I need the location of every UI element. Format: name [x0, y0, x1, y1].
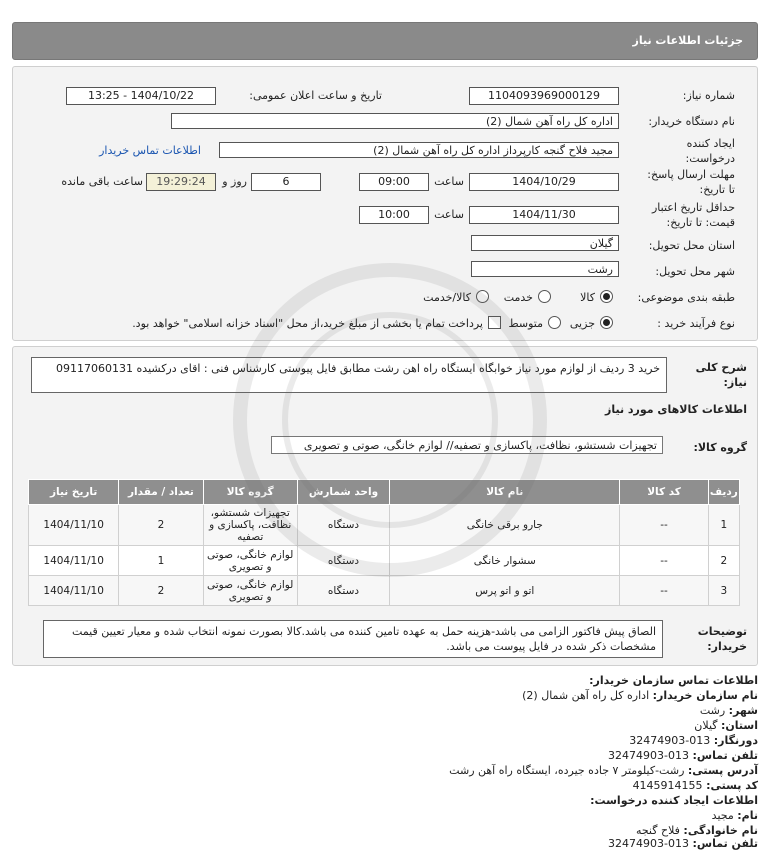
buyer-address-label: آدرس پستی: [687, 764, 758, 777]
buyer-contact-link[interactable]: اطلاعات تماس خریدار [99, 144, 201, 157]
creator-field: مجید فلاح گنجه کارپرداز اداره کل راه آهن شمال (2) [219, 142, 619, 158]
validity-time-label: ساعت [434, 208, 464, 221]
buyer-postal-value: 4145914155 [632, 779, 703, 792]
category-option-goods: کالا [580, 291, 595, 304]
buyer-phone-line [608, 748, 758, 763]
creator-name-value: مجید [711, 809, 734, 822]
cell-code: -- [620, 576, 708, 606]
table-row [29, 576, 740, 606]
cell-quantity: 2 [119, 505, 203, 546]
col-unit: واحد شمارش [297, 480, 389, 505]
treasury-payment-note: پرداخت تمام یا بخشی از مبلغ خرید،از محل "اسناد خزانه اسلامی" خواهد بود. [132, 317, 483, 330]
buyer-address-value: رشت-کیلومتر ۷ جاده جیرده، ایستگاه راه آهن رشت [449, 764, 685, 777]
buyer-province-line [694, 718, 758, 733]
province-field: گیلان [471, 235, 619, 251]
category-option-service: خدمت [503, 291, 533, 304]
creator-family-label: نام خانوادگی: [683, 824, 758, 837]
cell-date: 1404/11/10 [29, 505, 119, 546]
process-option-medium: متوسط [508, 317, 543, 330]
creator-phone-label: تلفن تماس: [692, 837, 758, 850]
col-code: کد کالا [620, 480, 708, 505]
remaining-time-field: 19:29:24 [146, 173, 216, 191]
cell-date: 1404/11/10 [29, 546, 119, 576]
category-option-goods-service: کالا/خدمت [423, 291, 471, 304]
validity-label-line2: قیمت: تا تاریخ: [666, 216, 735, 229]
treasury-payment-checkbox[interactable] [488, 316, 501, 329]
category-radio-goods[interactable] [600, 290, 613, 303]
buyer-postal-line [633, 778, 758, 793]
cell-quantity: 1 [119, 546, 203, 576]
buyer-org-line [522, 688, 758, 703]
announce-field: 1404/10/22 - 13:25 [66, 87, 216, 105]
buyer-fax-label: دورنگار: [713, 734, 758, 747]
category-radio-goods-service[interactable] [476, 290, 489, 303]
cell-row: 2 [708, 546, 739, 576]
category-radio-service[interactable] [538, 290, 551, 303]
cell-unit: دستگاه [297, 505, 389, 546]
deadline-time-field: 09:00 [359, 173, 429, 191]
cell-row: 3 [708, 576, 739, 606]
creator-name-line [712, 808, 758, 823]
col-quantity: تعداد / مقدار [119, 480, 203, 505]
deadline-time-label: ساعت [434, 175, 464, 188]
cell-name: اتو و اتو پرس [390, 576, 620, 606]
validity-label-line1: حداقل تاریخ اعتبار [651, 201, 735, 214]
buyer-fax-value: 013-32474903 [629, 734, 711, 747]
col-group: گروه کالا [203, 480, 297, 505]
buyer-city-value: رشت [699, 704, 726, 717]
cell-unit: دستگاه [297, 576, 389, 606]
days-field: 6 [251, 173, 321, 191]
city-label: شهر محل تحویل: [655, 265, 735, 278]
process-option-minor: جزیی [569, 317, 595, 330]
city-field: رشت [471, 261, 619, 277]
notes-label-line2: خریدار: [707, 640, 747, 653]
process-radio-medium[interactable] [548, 316, 561, 329]
deadline-label-line1: مهلت ارسال پاسخ: [647, 168, 735, 181]
buyer-org-label: نام سازمان خریدار: [652, 689, 758, 702]
buyer-postal-label: کد پستی: [706, 779, 758, 792]
buyer-label: نام دستگاه خریدار: [648, 115, 735, 128]
cell-group: تجهیزات شستشو، نظافت، پاکسازی و تصفیه [203, 505, 297, 546]
need-number-field: 1104093969000129 [469, 87, 619, 105]
goods-table-header [29, 480, 740, 505]
creator-label-line2: درخواست: [685, 152, 735, 165]
days-label: روز و [222, 175, 247, 188]
notes-text-box: الصاق پیش فاکتور الزامی می باشد-هزینه حمل به عهده تامین کننده می باشد.کالا بصورت نمونه انتخاب شده و معیار تعیین قیمت مشخصات ذکر شده در فایل پیوست می باشد. [43, 620, 663, 658]
cell-date: 1404/11/10 [29, 576, 119, 606]
table-row [29, 546, 740, 576]
cell-row: 1 [708, 505, 739, 546]
cell-code: -- [620, 505, 708, 546]
goods-panel [12, 346, 758, 666]
cell-code: -- [620, 546, 708, 576]
buyer-phone-value: 013-32474903 [608, 749, 690, 762]
creator-info-title: اطلاعات ایجاد کننده درخواست: [590, 794, 758, 807]
goods-section-title: اطلاعات کالاهای مورد نیاز [605, 403, 747, 416]
remaining-label: ساعت باقی مانده [61, 175, 143, 188]
need-details-panel [12, 66, 758, 341]
summary-label-line1: شرح کلی [695, 361, 747, 374]
cell-name: سشوار خانگی [390, 546, 620, 576]
buyer-contact-title: اطلاعات تماس سازمان خریدار: [589, 674, 758, 687]
cell-quantity: 2 [119, 576, 203, 606]
table-row [29, 505, 740, 546]
col-date: تاریخ نیاز [29, 480, 119, 505]
buyer-fax-line [629, 733, 758, 748]
notes-label-line1: توضیحات [697, 625, 747, 638]
creator-phone-line [608, 836, 758, 851]
buyer-address-line [449, 763, 758, 778]
announce-label: تاریخ و ساعت اعلان عمومی: [249, 89, 382, 102]
col-name: نام کالا [390, 480, 620, 505]
goods-group-field: تجهیزات شستشو، نظافت، پاکسازی و تصفیه// لوازم خانگی، صوتی و تصویری [271, 436, 663, 454]
cell-name: جارو برقی خانگی [390, 505, 620, 546]
cell-group: لوازم خانگی، صوتی و تصویری [203, 546, 297, 576]
deadline-date-field: 1404/10/29 [469, 173, 619, 191]
need-number-label: شماره نیاز: [682, 89, 735, 102]
buyer-city-label: شهر: [728, 704, 758, 717]
cell-unit: دستگاه [297, 546, 389, 576]
col-row: ردیف [708, 480, 739, 505]
creator-phone-value: 013-32474903 [608, 837, 690, 850]
buyer-province-value: گیلان [694, 719, 718, 732]
buyer-phone-label: تلفن تماس: [692, 749, 758, 762]
summary-label-line2: نیاز: [723, 376, 747, 389]
goods-table [28, 479, 740, 606]
process-label: نوع فرآیند خرید : [657, 317, 735, 330]
cell-group: لوازم خانگی، صوتی و تصویری [203, 576, 297, 606]
buyer-city-line [700, 703, 758, 718]
buyer-field: اداره کل راه آهن شمال (2) [171, 113, 619, 129]
summary-text-box: خرید 3 ردیف از لوازم مورد نیاز خوابگاه ایستگاه راه اهن رشت مطابق فایل پیوستی کارشناس فنی : اقای درکشیده 09117060131 [31, 357, 667, 393]
province-label: استان محل تحویل: [648, 239, 735, 252]
creator-family-value: فلاح گنجه [635, 824, 680, 837]
page-title: جزئیات اطلاعات نیاز [632, 34, 743, 47]
validity-time-field: 10:00 [359, 206, 429, 224]
creator-label-line1: ایجاد کننده [686, 137, 735, 150]
deadline-label-line2: تا تاریخ: [699, 183, 735, 196]
buyer-org-value: اداره کل راه آهن شمال (2) [522, 689, 650, 702]
goods-group-label: گروه کالا: [693, 441, 747, 454]
creator-name-label: نام: [737, 809, 758, 822]
page-header [12, 22, 758, 60]
validity-date-field: 1404/11/30 [469, 206, 619, 224]
category-label: طبقه بندی موضوعی: [637, 291, 735, 304]
buyer-province-label: استان: [721, 719, 758, 732]
process-radio-minor[interactable] [600, 316, 613, 329]
